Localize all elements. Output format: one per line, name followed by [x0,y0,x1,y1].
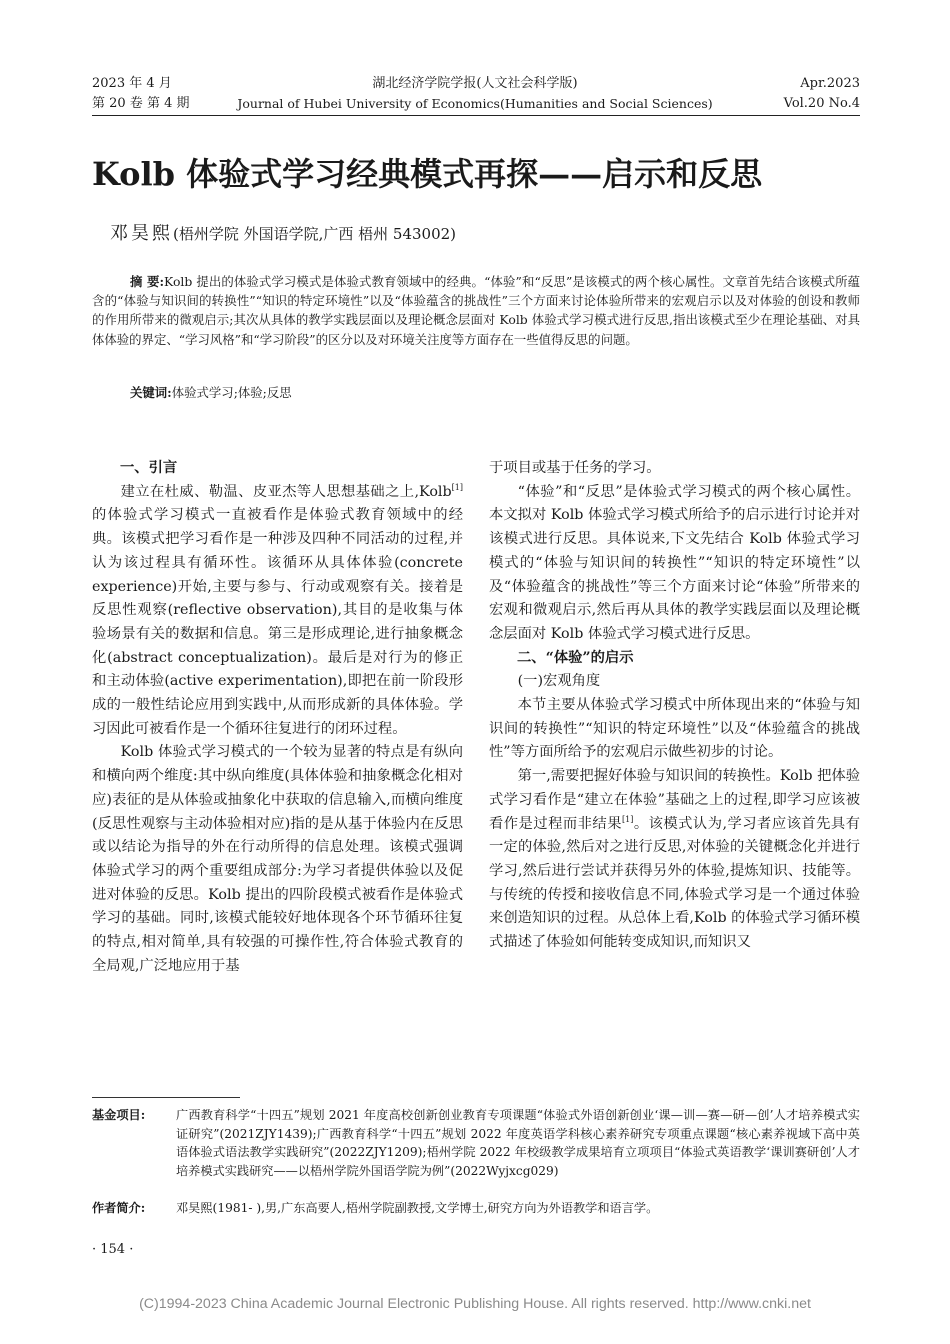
left-column [92,457,463,978]
paragraph: 本节主要从体验式学习模式中所体现出来的“体验与知识间的转换性”“知识的特定环境性”以及“体验蕴含的挑战性”等方面所给予的宏观启示做些初步的讨论。 [489,697,860,761]
fund-text: 广西教育科学“十四五”规划 2021 年度高校创新创业教育专项课题“体验式外语创新创业‘课—训—赛—研—创’人才培养模式实证研究”(2021ZJY1439);广西教育科学“十四五”规划 2022 年度英语学科核心素养研究专项重点课题“核心素养视域下高中英语体验式语法教学实践研究”(2022ZJY1209);梧州学院 2022 年校级教学成果培育立项项目“体验式英语教学‘课训赛研创’人才培养模式实践研究——以梧州学院外国语学院为例”(2022Wyjxcg029) [176,1108,860,1178]
paragraph: 第一,需要把握好体验与知识间的转换性。Kolb 把体验式学习看作是“建立在体验”基础之上的过程,即学习应该被看作是过程而非结果[1]。该模式认为,学习者应该首先具有一定的体验,然后对之进行反思,对体验的关键概念化并进行学习,然后进行尝试并获得另外的体验,提炼知识、技能等。与传统的传授和接收信息不同,体验式学习是一个通过体验来创造知识的过程。从总体上看,Kolb 的体验式学习循环模式描述了体验如何能转变成知识,而知识又 [489,768,861,951]
header-rule [92,115,860,116]
keywords-label: 关键词: [130,385,172,400]
keywords [130,383,292,402]
article-title: Kolb 体验式学习经典模式再探——启示和反思 [92,155,763,193]
footnote-author [92,1199,860,1218]
abstract-label: 摘 要: [130,274,165,289]
section-heading-intro: 一、引言 [120,460,178,476]
author-name: 邓昊熙 [110,223,173,244]
keywords-text: 体验式学习;体验;反思 [171,385,292,400]
copyright-footer: (C)1994-2023 China Academic Journal Electronic Publishing House. All rights reserved. http://www.cnki.net [139,1296,811,1312]
paragraph: 于项目或基于任务的学习。 [489,460,661,476]
right-column [489,457,860,955]
paragraph: “体验”和“反思”是体验式学习模式的两个核心属性。本文拟对 Kolb 体验式学习模式所给予的启示进行讨论并对该模式进行反思。具体说来,下文先结合 Kolb 体验式学习模式的“体验与知识间的转换性”“知识的特定环境性”以及“体验蕴含的挑战性”等三个方面来讨论“体验”所带来的宏观和微观启示,然后再从具体的教学实践层面以及理论概念层面对 Kolb 体验式学习模式进行反思。 [489,483,860,642]
abstract-text: Kolb 提出的体验式学习模式是体验式教育领域中的经典。“体验”和“反思”是该模式的两个核心属性。文章首先结合该模式所蕴含的“体验与知识间的转换性”“知识的特定环境性”以及“体验蕴含的挑战性”三个方面来讨论体验所带来的宏观启示以及对体验的创设和教师的作用所带来的微观启示;其次从具体的教学实践层面以及理论概念层面对 Kolb 体验式学习模式进行反思,指出该模式至少在理论基础、对具体体验的界定、“学习风格”和“学习阶段”的区分以及对环境关注度等方面存在一些值得反思的问题。 [92,274,860,347]
paragraph: Kolb 体验式学习模式的一个较为显著的特点是有纵向和横向两个维度:其中纵向维度(具体体验和抽象概念化相对应)表征的是从体验或抽象化中获取的信息输入,而横向维度(反思性观察与主动体验相对应)指的是从基于体验内在反思或以结论为指导的外在行动所得的信息处理。该模式强调体验式学习的两个重要组成部分:为学习者提供体验以及促进对体验的反思。Kolb 提出的四阶段模式被看作是体验式学习的基础。同时,该模式能较好地体现各个环节循环往复的特点,相对简单,具有较强的可操作性,符合体验式教育的全局观,广泛地应用于基 [92,744,463,974]
author-line [110,224,456,244]
header-journal-cn: 湖北经济学院学报(人文社会科学版) [372,76,578,91]
header-volume-cn: 第 20 卷 第 4 期 [92,96,190,111]
section-heading-inspiration: 二、“体验”的启示 [517,649,634,666]
header-volume-en: Vol.20 No.4 [783,96,860,111]
header-date-cn: 2023 年 4 月 [92,76,172,91]
author-bio-text: 邓昊熙(1981- ),男,广东高要人,梧州学院副教授,文学博士,研究方向为外语教学和语言学。 [176,1201,659,1215]
author-affiliation: (梧州学院 外国语学院,广西 梧州 543002) [173,225,457,243]
subsection-heading-macro: (一)宏观角度 [517,673,601,690]
header-journal-en: Journal of Hubei University of Economics(Humanities and Social Sciences) [237,96,713,111]
paragraph: 建立在杜威、勒温、皮亚杰等人思想基础之上,Kolb[1]的体验式学习模式一直被看作是体验式教育领域中的经典。该模式把学习看作是一种涉及四种不同活动的过程,并认为该过程具有循环性。该循环从具体体验(concrete experience)开始,主要与参与、行动或观察有关。接着是反思性观察(reflective observation),其目的是收集与体验场景有关的数据和信息。第三是形成理论,进行抽象概念化(abstract conceptualization)。最后是对行为的修正和主动体验(active experimentation),即把在前一阶段形成的一般性结论应用到实践中,从而形成新的具体体验。学习因此可被看作是一个循环往复进行的闭环过程。 [92,482,463,737]
fund-label: 基金项目: [92,1108,146,1122]
header-date-en: Apr.2023 [800,76,860,91]
footnote-rule [92,1097,240,1098]
abstract [92,272,860,349]
author-bio-label: 作者简介: [92,1201,146,1215]
page-number: · 154 · [92,1242,134,1257]
footnote-fund [92,1106,860,1180]
citation-ref: [1] [451,482,463,492]
citation-ref: [1] [622,814,634,824]
